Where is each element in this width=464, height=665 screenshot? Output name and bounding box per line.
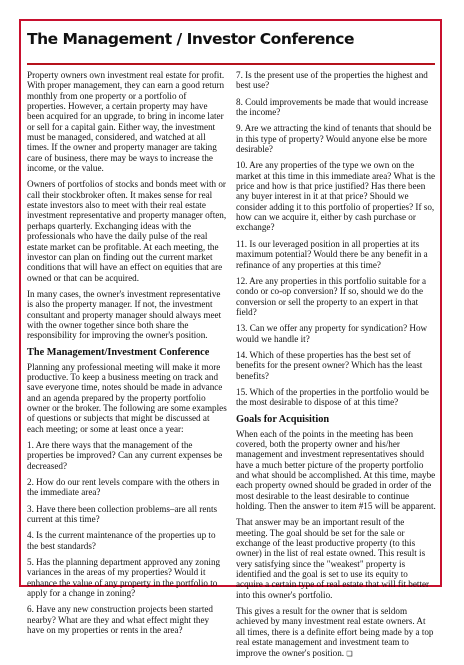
question-item: 5. Has the planning department approved any zoning variances in the areas of my properties? Would it enhance the value of any property in the portfolio to apply for a change in zoning? [27, 557, 221, 599]
paragraph: Owners of portfolios of stocks and bonds meet with or call their stockbroker often. It makes sense for real estate investors also to meet with their real estate investment representative and property manager often, perhaps quarterly. Exchanging ideas with the professionals who have the daily pulse of the real estate market can be profitable. At each meeting, the investor can plan on finding out the current market conditions that will have an effect on equities that are owned or that can be acquired. [27, 179, 227, 283]
end-mark-icon: ❏ [346, 649, 353, 658]
question-item: 2. How do our rent levels compare with the others in the immediate area? [27, 477, 220, 498]
question-item: 10. Are any properties of the type we own on the market at this time in this immediate area? What is the price and how is that price justified? Has there been any buyer interest in it at that price? Should we consider adding it to this portfolio of properties? If so, how can we acquire it, either by cash purchase or exchange? [236, 160, 435, 233]
question-item: 15. Which of the properties in the portfolio would be the most desirable to dispose of at this time? [236, 386, 429, 408]
paragraph: Property owners own investment real estate for profit. With proper management, they can earn a good return monthly from one property or a portfolio of properties. However, a certain property may have been acquired for an upgrade, to bring in income later or sell for a capital gain. Either way, the investment must be managed, considered, and watched at all times. If the owner and property manager are taking care of business, there may be ways to increase the income, or the value. [27, 70, 225, 174]
question-item: 7. Is the present use of the properties the highest and best use? [236, 70, 428, 91]
question-item: 12. Are any properties in this portfolio suitable for a condo or co-op conversion? If so, should we do the conversion or sell the property to an expert in that field? [236, 275, 427, 317]
paragraph: When each of the points in the meeting has been covered, both the property owner and his/her management and investment representatives should have a much better picture of the property portfolio and what should be accomplished. At this time, maybe each property owned should be graded in order of the most desirable to the least desirable to continue holding. Then the answer to item #15 will be apparent. [236, 428, 436, 512]
question-item: 9. Are we attracting the kind of tenants that should be in this type of property? Would anyone else be more desirable? [236, 123, 432, 155]
question-item: 14. Which of these properties has the best set of benefits for the present owner? Which has the least benefits? [236, 349, 423, 381]
article-title: The Management / Investor Conference [27, 30, 355, 48]
title-rule [27, 63, 435, 65]
question-item: 11. Is our leveraged position in all properties at its maximum potential? Would there be any benefit in a refinance of any properties at this time? [236, 238, 428, 270]
section-heading: Goals for Acquisition [236, 413, 330, 425]
question-item: 6. Have any new construction projects been started nearby? What are they and what effect might they have on my properties or rents in the area? [27, 604, 213, 636]
question-item: 4. Is the current maintenance of the properties up to the best standards? [27, 530, 216, 551]
paragraph-text: This gives a result for the owner that is seldom achieved by many investment real estate owners. At all times, there is a definite effort being made by a top real estate management and investment team to improve the owner's position. [236, 606, 434, 658]
question-item: 13. Can we offer any property for syndication? How would we handle it? [236, 323, 428, 344]
left-column [27, 70, 227, 642]
question-item: 1. Are there ways that the management of the properties be improved? Can any current expenses be decreased? [27, 440, 223, 471]
section-heading: The Management/Investment Conference [27, 346, 210, 358]
question-item: 8. Could improvements be made that would increase the income? [236, 96, 429, 118]
paragraph: That answer may be an important result of the meeting. The goal should be set for the sale or exchange of the least productive property (to this owner) in the list of real estate owned. This result is very satisfying since the "weakest" property is identified and the goal is set to use its equity to acquire a certain type of real estate that will fit better into this owner's portfolio. [236, 517, 430, 600]
question-item: 3. Have there been collection problems–are all rents current at this time? [27, 503, 218, 525]
paragraph: In many cases, the owner's investment representative is also the property manager. If not, the investment consultant and property manager should always meet with the owner together since both share the responsibility for improving the owner's position. [27, 288, 222, 341]
paragraph: Planning any professional meeting will make it more productive. To keep a business meeting on track and save everyone time, notes should be made in advance and an agenda prepared by the property portfolio owner or the broker. The following are some examples of questions or subjects that might be discussed at each meeting; or some at least once a year: [27, 361, 227, 434]
paragraph [236, 606, 436, 659]
right-column [236, 70, 436, 665]
